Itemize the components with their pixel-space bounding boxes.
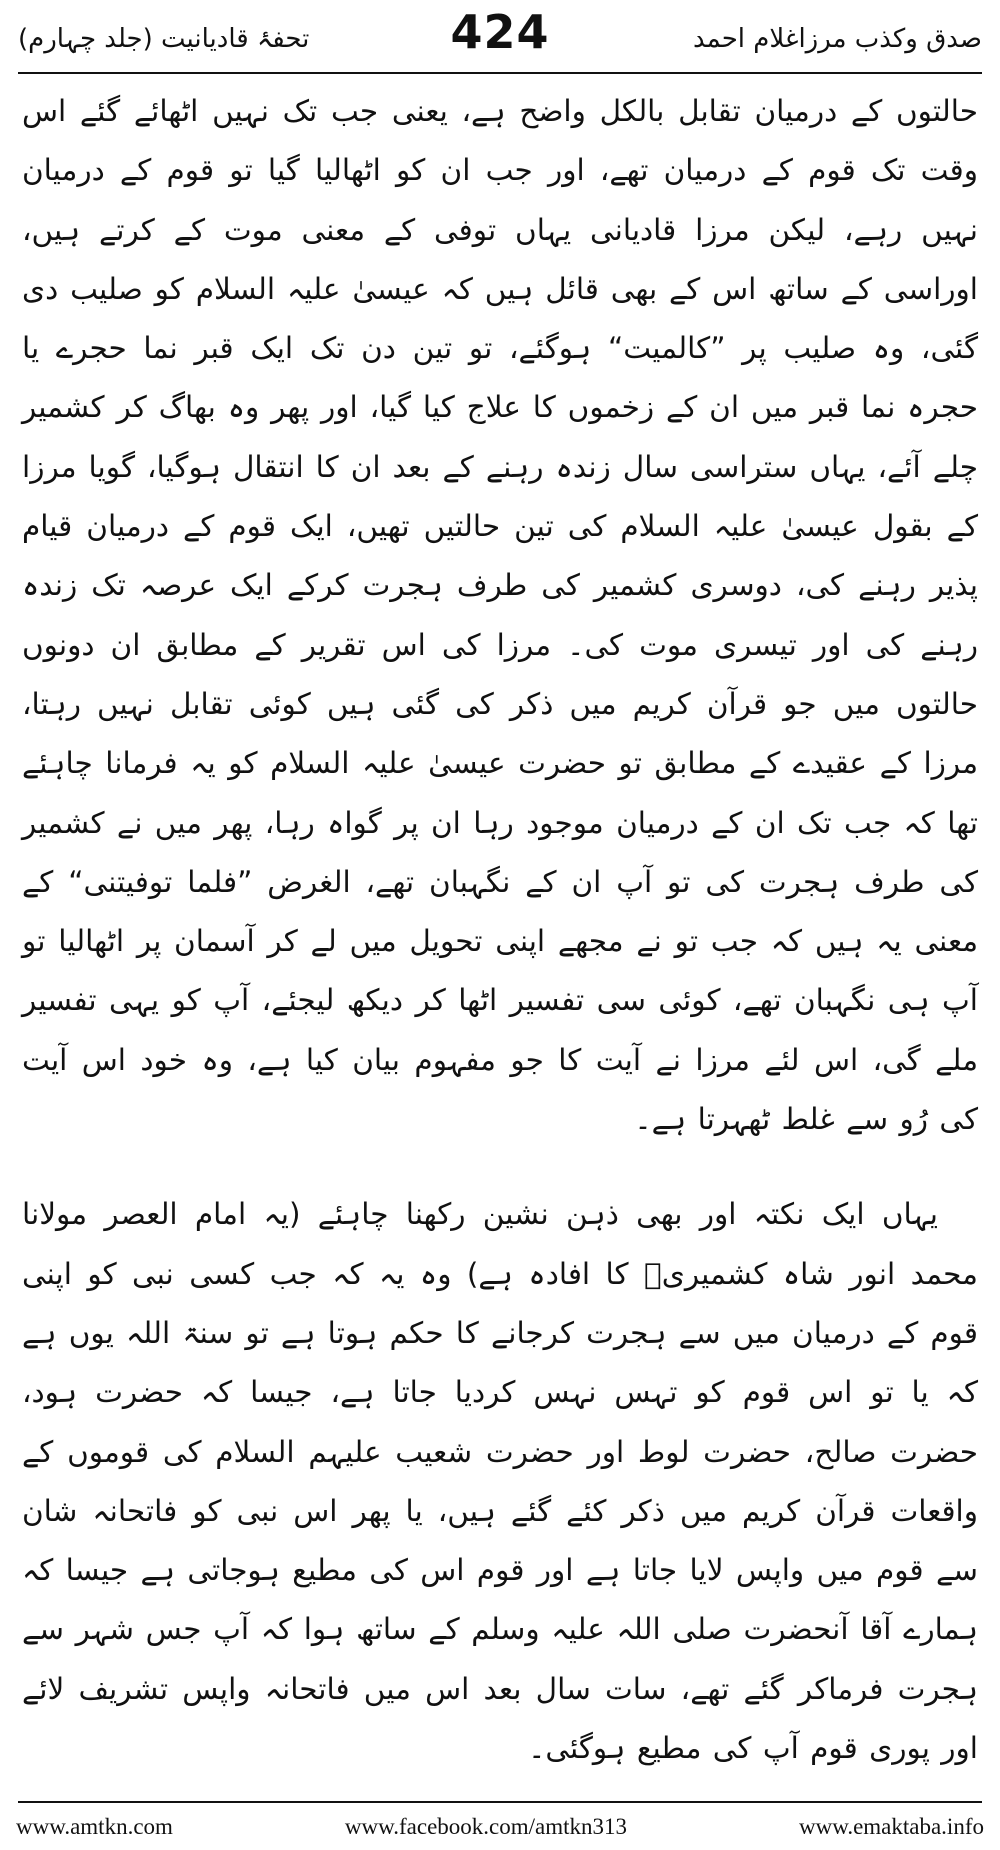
book-title: تحفۂ قادیانیت (جلد چہارم) xyxy=(18,24,310,54)
body-text xyxy=(22,82,978,1778)
footer-link-facebook[interactable]: www.facebook.com/amtkn313 xyxy=(344,1814,628,1839)
page-footer xyxy=(16,1808,984,1846)
page-number: 424 xyxy=(450,5,550,59)
footer-divider xyxy=(18,1801,982,1803)
paragraph: حالتوں کے درمیان تقابل بالکل واضح ہے، یعنی جب تک نہیں اٹھائے گئے اس وقت تک قوم کے درمیان تھے، اور جب ان کو اٹھالیا گیا تو قوم کے درمیان نہیں رہے، لیکن مرزا قادیانی یہاں توفی کے معنی موت کے کرتے ہیں، اوراسی کے ساتھ اس کے بھی قائل ہیں کہ عیسیٰ علیہ السلام کو صلیب دی گئی، وہ صلیب پر ”کالمیت“ ہوگئے، تو تین دن تک ایک قبر نما حجرے یا حجرہ نما قبر میں ان کے زخموں کا علاج کیا گیا، اور پھر وہ بھاگ کر کشمیر چلے آئے، یہاں ستراسی سال زندہ رہنے کے بعد ان کا انتقال ہوگیا، گویا مرزا کے بقول عیسیٰ علیہ السلام کی تین حالتیں تھیں، ایک قوم کے درمیان قیام پذیر رہنے کی، دوسری کشمیر کی طرف ہجرت کرکے ایک عرصہ تک زندہ رہنے کی اور تیسری موت کی۔ مرزا کی اس تقریر کے مطابق ان دونوں حالتوں میں جو قرآن کریم میں ذکر کی گئی ہیں کوئی تقابل نہیں رہتا، مرزا کے عقیدے کے مطابق تو حضرت عیسیٰ علیہ السلام کو یہ فرمانا چاہئے تھا کہ جب تک ان کے درمیان موجود رہا ان پر گواہ رہا، پھر میں نے کشمیر کی طرف ہجرت کی تو آپ ان کے نگہبان تھے، الغرض ”فلما توفیتنی“ کے معنی یہ ہیں کہ جب تو نے مجھے اپنی تحویل میں لے کر آسمان پر اٹھالیا تو آپ ہی نگہبان تھے، کوئی سی تفسیر اٹھا کر دیکھ لیجئے، آپ کو یہی تفسیر ملے گی، اس لئے مرزا نے آیت کا جو مفہوم بیان کیا ہے، وہ خود اس آیت کی رُو سے غلط ٹھہرتا ہے۔ xyxy=(22,94,978,1137)
footer-link-emaktaba[interactable]: www.emaktaba.info xyxy=(798,1814,984,1839)
header-divider xyxy=(18,72,982,74)
paragraph: یہاں ایک نکتہ اور بھی ذہن نشین رکھنا چاہئے (یہ امام العصر مولانا محمد انور شاہ کشمیریؒ کا افادہ ہے) وہ یہ کہ جب کسی نبی کو اپنی قوم کے درمیان میں سے ہجرت کرجانے کا حکم ہوتا ہے تو سنۃ اللہ یوں ہے کہ یا تو اس قوم کو تہس نہس کردیا جاتا ہے، جیسا کہ حضرت ہود، حضرت صالح، حضرت لوط اور حضرت شعیب علیہم السلام کی قوموں کے واقعات قرآن کریم میں ذکر کئے گئے ہیں، یا پھر اس نبی کو فاتحانہ شان سے قوم میں واپس لایا جاتا ہے اور قوم اس کی مطیع ہوجاتی ہے جیسا کہ ہمارے آقا آنحضرت صلی اللہ علیہ وسلم کے ساتھ ہوا کہ آپ جس شہر سے ہجرت فرماکر گئے تھے، سات سال بعد اس میں فاتحانہ واپس تشریف لائے اور پوری قوم آپ کی مطیع ہوگئی۔ xyxy=(22,1197,978,1766)
chapter-title: صدق وکذب مرزاغلام احمد xyxy=(693,24,982,54)
footer-link-amtkn[interactable]: www.amtkn.com xyxy=(16,1814,173,1839)
